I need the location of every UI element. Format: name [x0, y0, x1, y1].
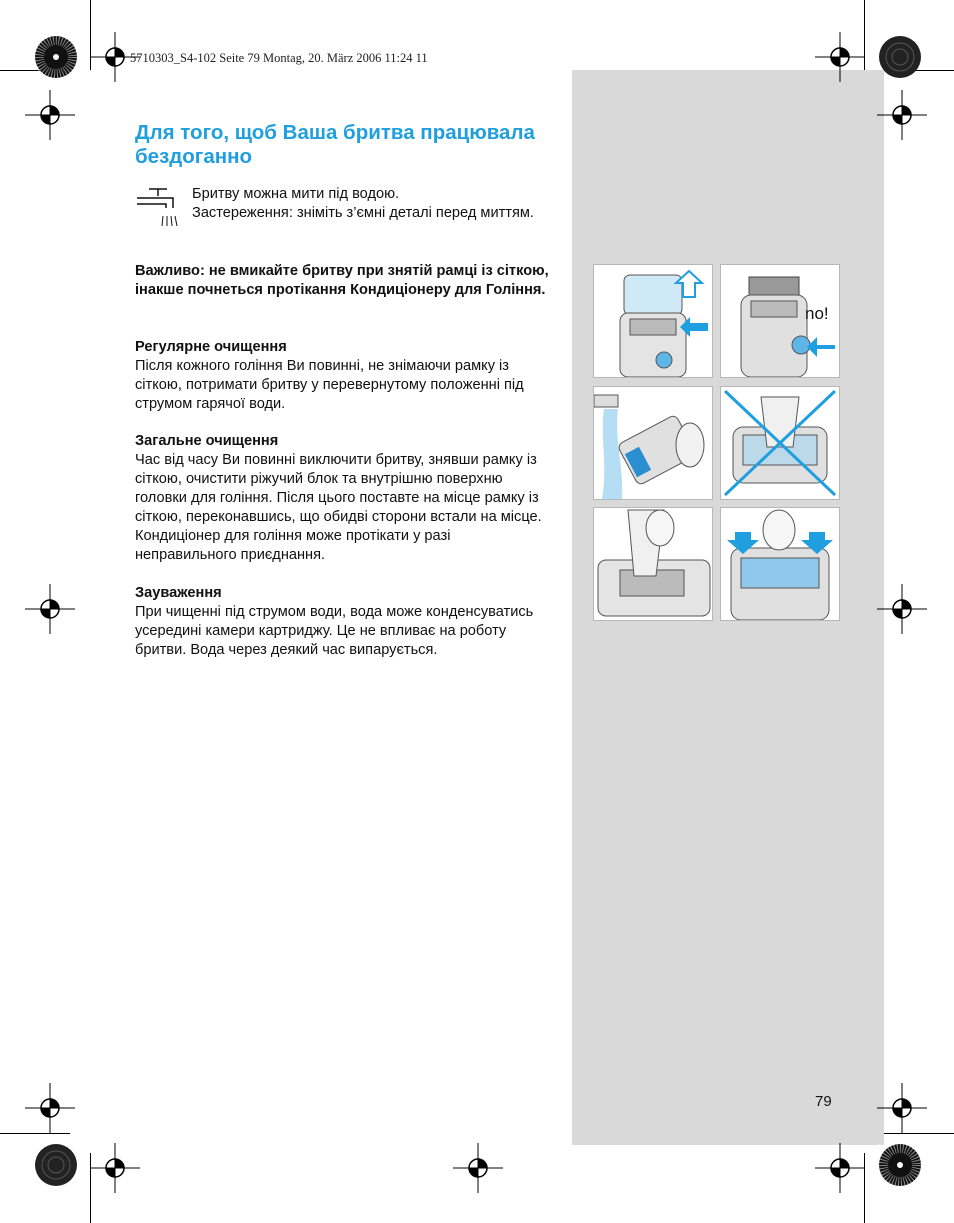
note-text: При чищенні під струмом води, вода може конденсуватись усередині камери картриджу. Це не впливає на роботу бритви. Вода через деякий час випарується.: [135, 604, 534, 658]
regular-cleaning-section: [135, 338, 555, 414]
regular-cleaning-heading: Регулярне очищення: [135, 339, 287, 355]
regular-cleaning-text: Після кожного гоління Ви повинні, не знімаючи рамку із сіткою, потримати бритву у перевернутому положенні під струмом гарячої води.: [135, 358, 524, 412]
registration-mark-icon: [815, 32, 865, 82]
intro-line-2: Застереження: зніміть з’ємні деталі перед миттям.: [192, 205, 534, 221]
general-cleaning-section: [135, 432, 555, 565]
crop-mark-icon: [884, 1133, 954, 1134]
no-label: no!: [805, 304, 829, 323]
note-section: [135, 584, 555, 660]
registration-mark-icon: [877, 584, 927, 634]
page-title: Для того, щоб Ваша бритва працювала бездоганно: [135, 121, 535, 168]
registration-mark-icon: [25, 584, 75, 634]
figure-brush-cutter: [593, 507, 713, 621]
color-wheel-icon: [878, 35, 922, 79]
registration-mark-icon: [25, 90, 75, 140]
figure-no-brush-foil: [720, 386, 840, 500]
general-cleaning-text: Час від часу Ви повинні виключити бритву, знявши рамку із сіткою, очистити ріжучий блок та внутрішню поверхню головки для гоління. Після цього поставте на місце рамку із сіткою, переконавшись, що обидві сторони встали на місце. Кондиціонер для гоління може протікати у разі неправильного приєднання.: [135, 452, 542, 563]
print-header: 5710303_S4-102 Seite 79 Montag, 20. März 2006 11:24 11: [130, 51, 428, 65]
figure-remove-foil-frame: [593, 264, 713, 378]
registration-mark-icon: [877, 1083, 927, 1133]
general-cleaning-heading: Загальне очищення: [135, 433, 279, 449]
registration-mark-icon: [25, 1083, 75, 1133]
figure-reattach-foil-frame: [720, 507, 840, 621]
important-warning: Важливо: не вмикайте бритву при знятій рамці із сіткою, інакше почнеться протікання Кондиціонеру для Гоління.: [135, 263, 549, 298]
crop-mark-icon: [0, 1133, 70, 1134]
page-number: 79: [815, 1093, 832, 1110]
intro-text: [192, 185, 552, 223]
water-tap-icon: [135, 186, 181, 232]
registration-mark-icon: [90, 1143, 140, 1193]
figure-rinse-under-water: [593, 386, 713, 500]
registration-mark-icon: [453, 1143, 503, 1193]
figure-no-button-press: [720, 264, 840, 378]
registration-mark-icon: [90, 32, 140, 82]
intro-line-1: Бритву можна мити під водою.: [192, 186, 400, 202]
color-wheel-icon: [34, 1143, 78, 1187]
note-heading: Зауваження: [135, 585, 222, 601]
color-wheel-icon: [34, 35, 78, 79]
color-wheel-icon: [878, 1143, 922, 1187]
registration-mark-icon: [877, 90, 927, 140]
registration-mark-icon: [815, 1143, 865, 1193]
